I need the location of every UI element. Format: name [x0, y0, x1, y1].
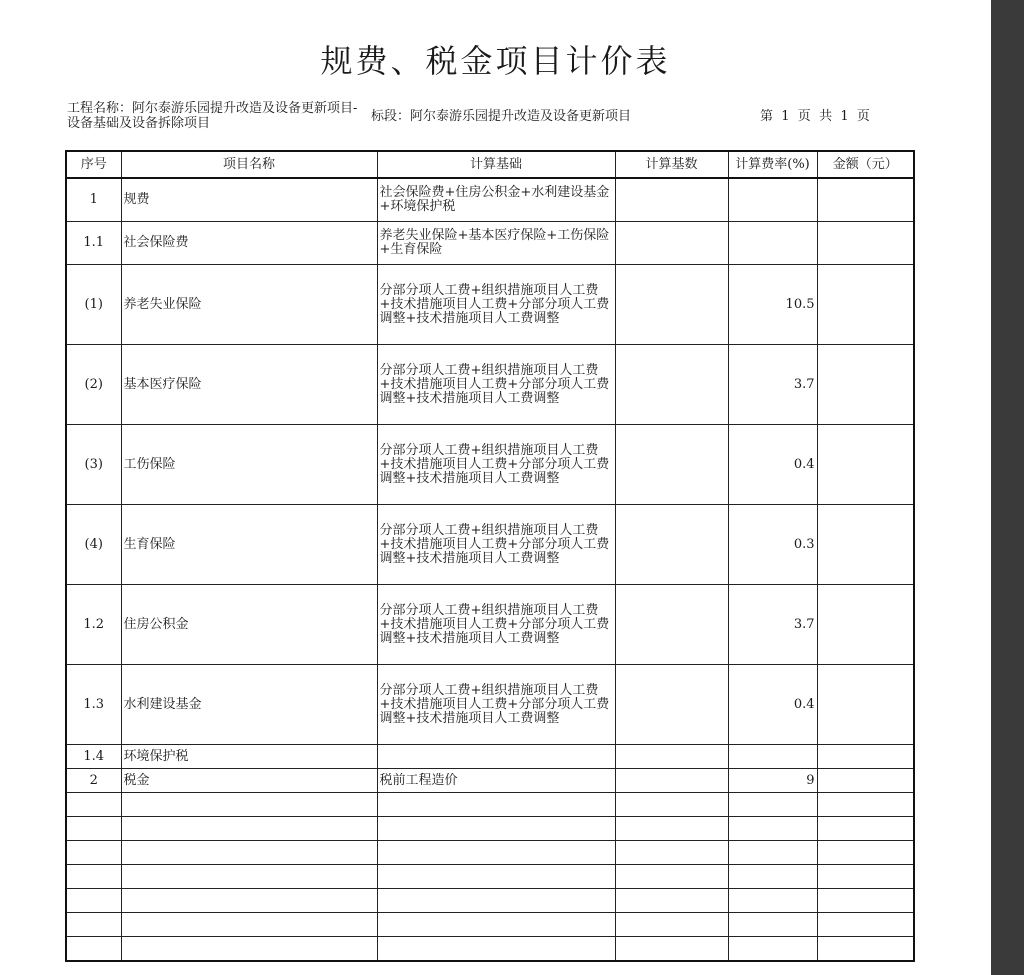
row-number: 1: [66, 178, 121, 222]
amount: [817, 505, 914, 585]
calc-rate: 0.4: [728, 665, 817, 745]
calc-rate: 3.7: [728, 345, 817, 425]
scrollbar[interactable]: [991, 0, 1024, 975]
table-row: [66, 665, 914, 745]
calc-base: [615, 745, 728, 769]
item-name: 规费: [121, 178, 377, 222]
calc-base: [615, 769, 728, 793]
calc-rate: [728, 222, 817, 265]
column-header: 金额（元）: [817, 151, 914, 178]
calc-rate: 10.5: [728, 265, 817, 345]
calc-basis: 养老失业保险+基本医疗保险+工伤保险+生育保险: [377, 222, 615, 265]
row-number: 1.4: [66, 745, 121, 769]
fee-tax-table: [65, 150, 915, 962]
calc-base: [615, 425, 728, 505]
empty-row: [66, 889, 914, 913]
table-row: [66, 425, 914, 505]
table-row: [66, 178, 914, 222]
item-name: 住房公积金: [121, 585, 377, 665]
calc-rate: [728, 745, 817, 769]
calc-base: [615, 665, 728, 745]
calc-base: [615, 222, 728, 265]
amount: [817, 665, 914, 745]
amount: [817, 178, 914, 222]
amount: [817, 345, 914, 425]
item-name: 水利建设基金: [121, 665, 377, 745]
calc-basis: 社会保险费+住房公积金+水利建设基金+环境保护税: [377, 178, 615, 222]
table-row: [66, 265, 914, 345]
calc-rate: 0.3: [728, 505, 817, 585]
section-label: 标段：阿尔泰游乐园提升改造及设备更新项目: [371, 109, 632, 124]
calc-rate: [728, 178, 817, 222]
item-name: 税金: [121, 769, 377, 793]
table-row: [66, 222, 914, 265]
row-number: 1.2: [66, 585, 121, 665]
item-name: 基本医疗保险: [121, 345, 377, 425]
amount: [817, 769, 914, 793]
calc-basis: 分部分项人工费+组织措施项目人工费+技术措施项目人工费+分部分项人工费调整+技术措施项目人工费调整: [377, 585, 615, 665]
table-row: [66, 345, 914, 425]
empty-row: [66, 937, 914, 962]
project-name: 工程名称：阿尔泰游乐园提升改造及设备更新项目-设备基础及设备拆除项目: [67, 101, 358, 131]
calc-base: [615, 505, 728, 585]
table-row: [66, 585, 914, 665]
empty-row: [66, 913, 914, 937]
page-title: 规费、税金项目计价表: [320, 42, 671, 80]
column-header: 计算基数: [615, 151, 728, 178]
table-row: [66, 505, 914, 585]
amount: [817, 265, 914, 345]
column-header: 项目名称: [121, 151, 377, 178]
table-header-row: [66, 151, 914, 178]
calc-basis: 税前工程造价: [377, 769, 615, 793]
calc-base: [615, 265, 728, 345]
row-number: 1.3: [66, 665, 121, 745]
column-header: 序号: [66, 151, 121, 178]
item-name: 环境保护税: [121, 745, 377, 769]
row-number: (3): [66, 425, 121, 505]
column-header: 计算费率(%): [728, 151, 817, 178]
row-number: (4): [66, 505, 121, 585]
item-name: 生育保险: [121, 505, 377, 585]
calc-basis: 分部分项人工费+组织措施项目人工费+技术措施项目人工费+分部分项人工费调整+技术措施项目人工费调整: [377, 425, 615, 505]
calc-basis: [377, 745, 615, 769]
calc-base: [615, 585, 728, 665]
empty-row: [66, 841, 914, 865]
page-number: 第 1 页 共 1 页: [760, 109, 870, 124]
column-header: 计算基础: [377, 151, 615, 178]
row-number: (1): [66, 265, 121, 345]
row-number: 2: [66, 769, 121, 793]
row-number: 1.1: [66, 222, 121, 265]
calc-basis: 分部分项人工费+组织措施项目人工费+技术措施项目人工费+分部分项人工费调整+技术措施项目人工费调整: [377, 345, 615, 425]
item-name: 工伤保险: [121, 425, 377, 505]
calc-base: [615, 178, 728, 222]
amount: [817, 425, 914, 505]
table-row: [66, 769, 914, 793]
calc-rate: 3.7: [728, 585, 817, 665]
table-row: [66, 745, 914, 769]
calc-basis: 分部分项人工费+组织措施项目人工费+技术措施项目人工费+分部分项人工费调整+技术措施项目人工费调整: [377, 505, 615, 585]
amount: [817, 745, 914, 769]
calc-basis: 分部分项人工费+组织措施项目人工费+技术措施项目人工费+分部分项人工费调整+技术措施项目人工费调整: [377, 265, 615, 345]
calc-basis: 分部分项人工费+组织措施项目人工费+技术措施项目人工费+分部分项人工费调整+技术措施项目人工费调整: [377, 665, 615, 745]
row-number: (2): [66, 345, 121, 425]
calc-rate: 0.4: [728, 425, 817, 505]
amount: [817, 585, 914, 665]
calc-base: [615, 345, 728, 425]
calc-rate: 9: [728, 769, 817, 793]
item-name: 养老失业保险: [121, 265, 377, 345]
amount: [817, 222, 914, 265]
empty-row: [66, 865, 914, 889]
empty-row: [66, 817, 914, 841]
item-name: 社会保险费: [121, 222, 377, 265]
empty-row: [66, 793, 914, 817]
